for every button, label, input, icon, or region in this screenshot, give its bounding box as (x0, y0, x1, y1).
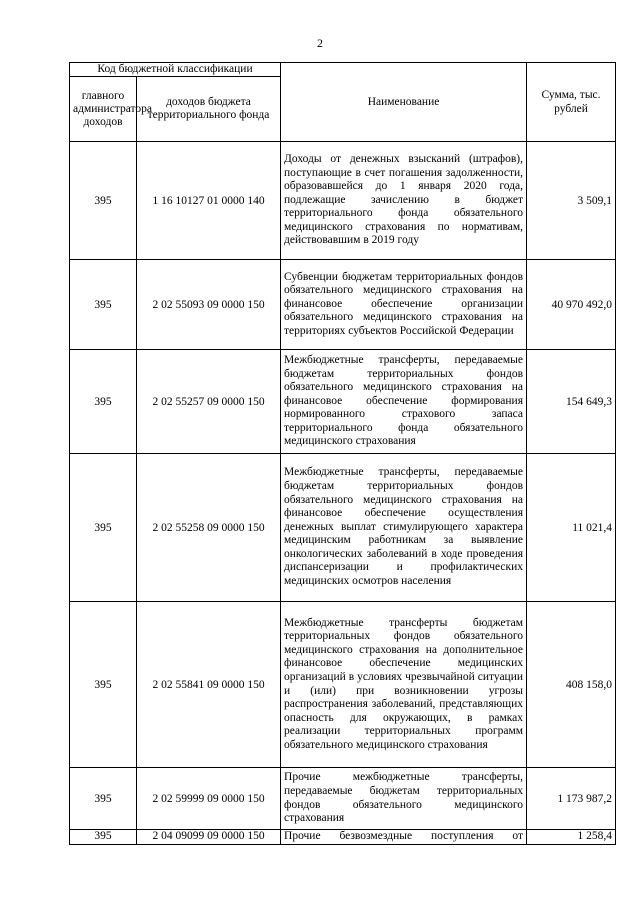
amount: 154 649,3 (527, 350, 616, 454)
amount: 1 173 987,2 (527, 768, 616, 830)
admin-code: 395 (70, 830, 137, 845)
budget-code: 2 02 55257 09 0000 150 (137, 350, 281, 454)
table-row (70, 454, 616, 602)
admin-code: 395 (70, 260, 137, 350)
amount: 408 158,0 (527, 602, 616, 768)
admin-code: 395 (70, 350, 137, 454)
table-row (70, 830, 616, 845)
income-name: Межбюджетные трансферты, передаваемые бюджетам территориальных фондов обязательного медицинского страхования на финансовое обеспечение осуществления денежных выплат стимулирующего характера медицинским работникам за выявление онкологических заболеваний в ходе проведения диспансеризации и профилактических медицинских осмотров населения (281, 454, 527, 602)
page-number: 2 (317, 36, 323, 50)
income-name: Субвенции бюджетам территориальных фондов обязательного медицинского страхования на финансовое обеспечение организации обязательного медицинского страхования на территориях субъектов Российской Федерации (281, 260, 527, 350)
amount: 1 258,4 (527, 830, 616, 845)
admin-code: 395 (70, 768, 137, 830)
income-name: Межбюджетные трансферты бюджетам территориальных фондов обязательного медицинского страхования на дополнительное финансовое обеспечение медицинских организаций в условиях чрезвычайной ситуации и (или) при возникновении угрозы распространения заболеваний, представляющих опасность для окружающих, в рамках реализации территориальных программ обязательного медицинского страхования (281, 602, 527, 768)
budget-code: 1 16 10127 01 0000 140 (137, 142, 281, 260)
income-name: Межбюджетные трансферты, передаваемые бюджетам территориальных фондов обязательного медицинского страхования на финансовое обеспечение формирования нормированного страхового запаса территориального фонда обязательного медицинского страхования (281, 350, 527, 454)
amount: 11 021,4 (527, 454, 616, 602)
table-row (70, 350, 616, 454)
header-name: Наименование (281, 63, 527, 142)
header-code-group: Код бюджетной классификации (70, 63, 281, 77)
income-name: Прочие межбюджетные трансферты, передаваемые бюджетам территориальных фондов обязательного медицинского страхования (281, 768, 527, 830)
table-row (70, 260, 616, 350)
budget-code: 2 04 09099 09 0000 150 (137, 830, 281, 845)
header-sum: Сумма, тыс. рублей (527, 63, 616, 142)
admin-code: 395 (70, 602, 137, 768)
income-name: Доходы от денежных взысканий (штрафов), поступающие в счет погашения задолженности, образовавшейся до 1 января 2020 года, подлежащие зачислению в бюджет территориального фонда обязательного медицинского страхования по нормативам, действовавшим в 2019 году (281, 142, 527, 260)
amount: 40 970 492,0 (527, 260, 616, 350)
header-admin: главного администратора доходов (70, 77, 137, 142)
budget-code: 2 02 55841 09 0000 150 (137, 602, 281, 768)
table-row (70, 142, 616, 260)
admin-code: 395 (70, 142, 137, 260)
table-row (70, 768, 616, 830)
admin-code: 395 (70, 454, 137, 602)
budget-code: 2 02 55258 09 0000 150 (137, 454, 281, 602)
header-fund-income: доходов бюджета территориального фонда (137, 77, 281, 142)
table-row (70, 602, 616, 768)
amount: 3 509,1 (527, 142, 616, 260)
budget-code: 2 02 55093 09 0000 150 (137, 260, 281, 350)
budget-code: 2 02 59999 09 0000 150 (137, 768, 281, 830)
income-name: Прочие безвозмездные поступления от (281, 830, 527, 845)
budget-classification-table (69, 62, 616, 845)
